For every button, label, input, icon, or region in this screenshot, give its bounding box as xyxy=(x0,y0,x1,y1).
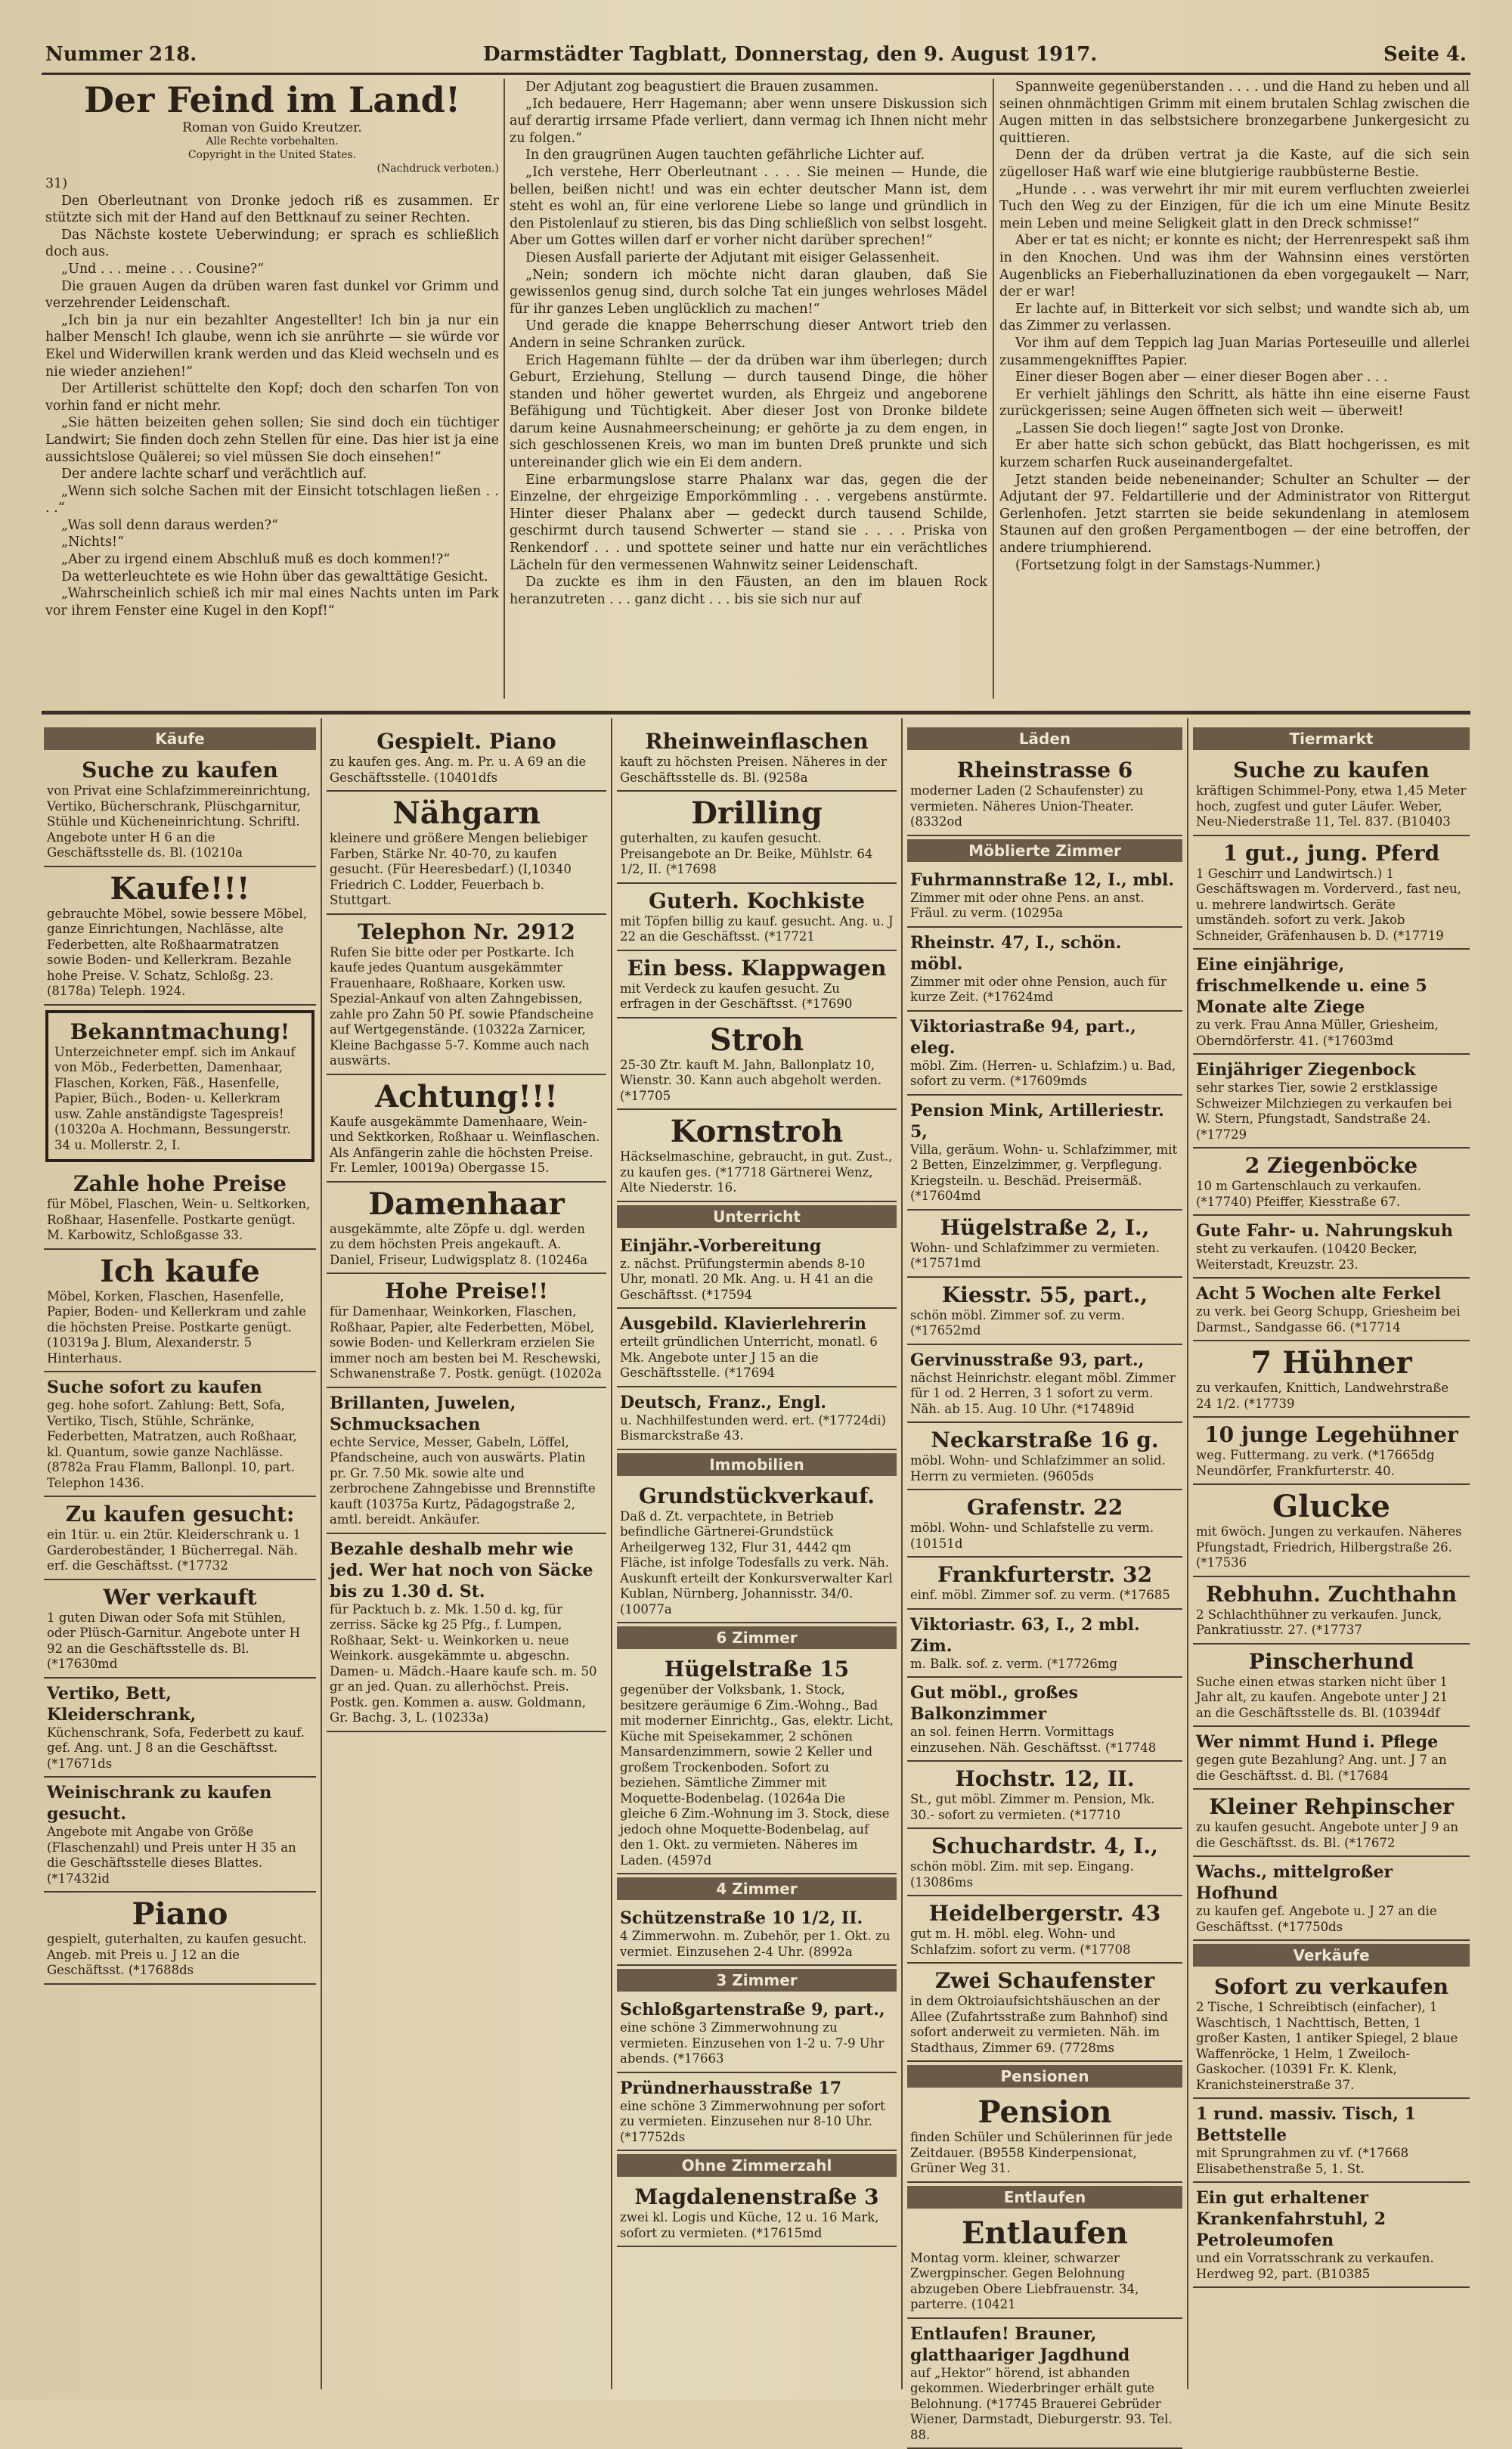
ad-text: erteilt gründlichen Unterricht, monatl. 6 Mk. Angebote unter J 15 an die Geschäftsstelle. (*17694 xyxy=(620,1335,878,1380)
classified-ad xyxy=(44,753,316,867)
ad-text: gebrauchte Möbel, sowie bessere Möbel, ganze Einrichtungen, Nachlässe, alte Federbetten, alte Roßhaarmatratzen sowie Boden- und Kellerkram. Bezahle hohe Preise. V. Schatz, Schloßg. 23. (8178a) Teleph. 1924. xyxy=(47,907,307,999)
ad-headline: Gute Fahr- u. Nahrungskuh xyxy=(1196,1220,1467,1242)
column-divider xyxy=(503,79,505,699)
novel-copyright: Copyright in the United States. xyxy=(45,148,499,162)
ad-text: schön möbl. Zim. mit sep. Eingang. (13086ms xyxy=(910,1859,1134,1889)
feuilleton-rule xyxy=(42,711,1470,715)
ad-text: ausgekämmte, alte Zöpfe u. dgl. werden zu dem höchsten Preis angekauft. A. Daniel, Friseur, Ludwigsplatz 8. (10246a xyxy=(330,1222,587,1267)
classified-ad xyxy=(327,792,606,915)
ad-text: m. Balk. sof. z. verm. (*17726mg xyxy=(910,1657,1117,1671)
novel-paragraph: Aber er tat es nicht; er konnte es nicht; der Herrenrespekt saß ihm in den Knochen. Und was ihm der Wahnsinn eines verstörten Augenblicks an Fieberhalluzinationen da eben vorgegaukelt — Narr, der er war! xyxy=(999,232,1470,300)
novel-text-1 xyxy=(45,193,499,620)
ad-text: eine schöne 3 Zimmerwohnung zu vermieten. Einzusehen von 1-2 u. 7-9 Uhr abends. (*17663 xyxy=(620,2020,884,2066)
classified-ad xyxy=(44,867,316,1006)
section-header: Läden xyxy=(907,727,1182,750)
ad-text: 1 guten Diwan oder Sofa mit Stühlen, oder Plüsch-Garnitur. Angebote unter H 92 an die Geschäftsstelle ds. Bl. (*17630md xyxy=(47,1610,300,1672)
column-divider xyxy=(611,718,612,2389)
ad-text: sehr starkes Tier, sowie 2 erstklassige Schweizer Milchziegen zu verkaufen bei W. Stern, Pfungstadt, Sandstraße 24. (*17729 xyxy=(1196,1080,1452,1142)
ad-text: u. Nachhilfestunden werd. ert. (*17724di) Bismarckstraße 43. xyxy=(620,1413,886,1443)
classified-ad xyxy=(617,1309,897,1387)
novel-paragraph: (Fortsetzung folgt in der Samstags-Nummer.) xyxy=(999,557,1470,575)
ad-headline: Kornstroh xyxy=(620,1114,894,1149)
ad-text: Angebote mit Angabe von Größe (Flaschenzahl) und Preis unter H 35 an die Geschäftsstelle dieses Blattes. (*17432id xyxy=(47,1824,296,1886)
classified-ad xyxy=(1193,1645,1470,1728)
ad-headline: Grundstückverkauf. xyxy=(620,1483,894,1509)
classified-ad xyxy=(907,1423,1182,1490)
novel-paragraph: Die grauen Augen da drüben waren fast dunkel vor Grimm und verzehrender Leidenschaft. xyxy=(45,278,499,312)
ad-headline: Einjähr.-Vorbereitung xyxy=(620,1235,894,1257)
ad-text: kauft zu höchsten Preisen. Näheres in der Geschäftsstelle ds. Bl. (9258a xyxy=(620,755,887,785)
classified-ad xyxy=(907,2091,1182,2183)
ad-headline: Pinscherhund xyxy=(1196,1649,1467,1675)
ad-text: schön möbl. Zimmer sof. zu verm. (*17652md xyxy=(910,1308,1125,1338)
ad-headline: Telephon Nr. 2912 xyxy=(330,919,603,945)
ad-headline: Drilling xyxy=(620,796,894,831)
ad-headline: Gervinusstraße 93, part., xyxy=(910,1350,1179,1371)
novel-paragraph: Der Adjutant zog beagustiert die Brauen zusammen. xyxy=(510,79,987,96)
section-header: Möblierte Zimmer xyxy=(907,839,1182,862)
ad-text: möbl. Zim. (Herren- u. Schlafzim.) u. Bad, sofort zu verm. (*17609mds xyxy=(910,1059,1176,1089)
page-number: Seite 4. xyxy=(1383,43,1467,66)
ad-headline: Piano xyxy=(47,1897,313,1932)
classified-ad xyxy=(907,1345,1182,1424)
novel-paragraph: „Hunde . . . was verwehrt ihr mir mit eurem verfluchten zweierlei Tuch den Weg zu der Einzigen, für die ich um eine Minute Besitz mein Leben und meine Seligkeit glatt in den Dreck schmisse!“ xyxy=(999,181,1470,233)
novel-paragraph: „Ich verstehe, Herr Oberleutnant . . . . Sie meinen — Hunde, die bellen, beißen nicht! und was ein echter deutscher Mann ist, dem steht es wohl an, für eine verlorene Liebe so lange und gründlich in den Pistolenlauf zu stieren, bis das Ding schließlich von selbst losgeht. Aber um Gottes willen darf er vorher nicht darüber sprechen!“ xyxy=(510,164,987,250)
novel-column-3 xyxy=(999,79,1470,706)
classified-ad xyxy=(327,1388,606,1534)
ad-headline: Nähgarn xyxy=(330,796,603,831)
ad-headline: Vertiko, Bett, Kleiderschrank, xyxy=(47,1683,313,1725)
ad-text: auf „Hektor“ hörend, ist abhanden gekommen. Wiederbringer erhält gute Belohnung. (*17745 Brauerei Gebrüder Wiener, Darmstadt, Dieburgerstr. 93. Tel. 88. xyxy=(910,2366,1173,2442)
ad-headline: Rheinstrasse 6 xyxy=(910,758,1179,783)
classified-ad xyxy=(44,1893,316,1985)
classified-ad xyxy=(617,951,897,1018)
ad-headline: Ein bess. Klappwagen xyxy=(620,956,894,981)
classified-ad xyxy=(907,928,1182,1012)
ad-headline: Neckarstraße 16 g. xyxy=(910,1428,1179,1453)
classified-ad xyxy=(44,1497,316,1580)
classified-ad xyxy=(617,792,897,884)
ad-headline: Ein gut erhaltener Krankenfahrstuhl, 2 Petroleumofen xyxy=(1196,2187,1467,2251)
ad-text: steht zu verkaufen. (10420 Becker, Weiterstadt, Kreuzstr. 23. xyxy=(1196,1242,1418,1272)
ad-headline: Pension Mink, Artilleriestr. 5, xyxy=(910,1100,1179,1142)
novel-byline: Roman von Guido Kreutzer. xyxy=(45,121,499,135)
ad-headline: Gespielt. Piano xyxy=(330,729,603,755)
ad-text: zu verkaufen, Knittich, Landwehrstraße 24 1/2. (*17739 xyxy=(1196,1381,1448,1411)
ad-text: einf. möbl. Zimmer sof. zu verm. (*17685 xyxy=(910,1588,1170,1602)
ad-text: mit 6wöch. Jungen zu verkaufen. Näheres Pfungstadt, Friedrich, Hilbergstraße 26. (*17536 xyxy=(1196,1524,1462,1570)
ad-headline: Weinischrank zu kaufen gesucht. xyxy=(47,1782,313,1824)
ad-headline: Suche zu kaufen xyxy=(1196,758,1467,783)
classified-ad xyxy=(907,865,1182,928)
ad-headline: Hügelstraße 15 xyxy=(620,1657,894,1682)
ad-text: Küchenschrank, Sofa, Federbett zu kauf. gef. Ang. unt. J 8 an die Geschäftsst. (*17671ds xyxy=(47,1725,305,1771)
classified-ad xyxy=(327,1075,606,1183)
novel-paragraph: Er verhielt jählings den Schritt, als hätte ihn eine eiserne Faust zurückgerissen; seine Augen öffneten sich weit — überweit! xyxy=(999,386,1470,420)
classified-ad xyxy=(1193,1727,1470,1790)
ad-text: 10 m Gartenschlauch zu verkaufen. (*17740) Pfeiffer, Kiesstraße 67. xyxy=(1196,1179,1421,1209)
ad-text: 25-30 Ztr. kauft M. Jahn, Ballonplatz 10, Wienstr. 30. Kann auch abgeholt werden. (*17705 xyxy=(620,1058,881,1103)
novel-paragraph: Einer dieser Bogen aber — einer dieser Bogen aber . . . xyxy=(999,369,1470,386)
classified-ad xyxy=(44,1372,316,1497)
ad-headline: Grafenstr. 22 xyxy=(910,1495,1179,1521)
ad-headline: Entlaufen! Brauner, glatthaariger Jagdhund xyxy=(910,2323,1179,2366)
ad-headline: 1 rund. massiv. Tisch, 1 Bettstelle xyxy=(1196,2103,1467,2146)
novel-paragraph: Das Nächste kostete Ueberwindung; er sprach es schließlich doch aus. xyxy=(45,227,499,261)
ad-text: Wohn- und Schlafzimmer zu vermieten. (*17571md xyxy=(910,1241,1160,1271)
classified-ad xyxy=(1193,2099,1470,2183)
ad-headline: Guterh. Kochkiste xyxy=(620,888,894,914)
novel-chapter: 31) xyxy=(45,175,499,193)
ad-headline: Wer nimmt Hund i. Pflege xyxy=(1196,1731,1467,1753)
ad-text: gegen gute Bezahlung? Ang. unt. J 7 an die Geschäftsst. d. Bl. (*17684 xyxy=(1196,1753,1447,1783)
classified-ad xyxy=(327,1274,606,1388)
section-header: Tiermarkt xyxy=(1193,727,1470,750)
ad-headline: Rebhuhn. Zuchthahn xyxy=(1196,1582,1467,1607)
novel-paragraph: „Ich bedauere, Herr Hagemann; aber wenn unsere Diskussion sich auf derartig irrsame Pfade verliert, dann vermag ich Ihnen nicht mehr zu folgen.“ xyxy=(510,96,987,147)
ad-headline: Schuchardstr. 4, I., xyxy=(910,1834,1179,1859)
classified-ad xyxy=(617,1903,897,1966)
ad-text: zwei kl. Logis und Küche, 12 u. 16 Mark, sofort zu vermieten. (*17615md xyxy=(620,2210,879,2240)
classified-ad xyxy=(1193,950,1470,1055)
ad-headline: Rheinweinflaschen xyxy=(620,729,894,755)
classified-ad xyxy=(617,1231,897,1310)
section-header: Immobilien xyxy=(617,1453,897,1476)
column-divider xyxy=(993,79,994,699)
classified-ad xyxy=(907,1678,1182,1762)
ad-headline: Glucke xyxy=(1196,1490,1467,1524)
ad-text: Unterzeichneter empf. sich im Ankauf von Möb., Federbetten, Damenhaar, Flaschen, Korken, Fäß., Hasenfelle, Papier, Büch., Boden- u. Kellerkram usw. Zahle anständigste Tagespreis! (10320a A. Hochmann, Bessungerstr. 34 u. Mollerstr. 2, I. xyxy=(54,1045,295,1152)
ad-text: und ein Vorratsschrank zu verkaufen. Herdweg 92, part. (B10385 xyxy=(1196,2251,1434,2281)
ad-text: moderner Laden (2 Schaufenster) zu vermieten. Näheres Union-Theater. (8332od xyxy=(910,783,1143,829)
section-header: 6 Zimmer xyxy=(617,1626,897,1649)
ad-headline: Magdalenenstraße 3 xyxy=(620,2184,894,2210)
classified-ad xyxy=(617,1995,897,2073)
page-header xyxy=(45,39,1467,70)
classified-ad xyxy=(907,1278,1182,1345)
classified-ad xyxy=(1193,1055,1470,1149)
classified-ad xyxy=(907,2319,1182,2449)
classified-ad xyxy=(907,753,1182,836)
classified-ad xyxy=(907,1964,1182,2062)
classified-ad xyxy=(907,1211,1182,1278)
ad-text: Möbel, Korken, Flaschen, Hasenfelle, Papier, Boden- und Kellerkram und zahle die höchsten Preise. Postkarte genügt. (10319a J. Blum, Alexanderstr. 5 Hinterhaus. xyxy=(47,1289,306,1366)
novel-paragraph: Denn der da drüben vertrat ja die Kaste, auf die sich sein zügelloser Haß warf wie eine blutgierige raubbüsterne Bestie. xyxy=(999,147,1470,181)
classified-ad xyxy=(907,1829,1182,1896)
classified-ad xyxy=(327,724,606,792)
ad-text: Häckselmaschine, gebraucht, in gut. Zust., zu kaufen ges. (*17718 Gärtnerei Wenz, Alte Niederstr. 16. xyxy=(620,1149,892,1195)
ad-text: für Packtuch b. z. Mk. 1.50 d. kg, für zerriss. Säcke kg 25 Pfg., f. Lumpen, Roßhaar, Sekt- u. Weinkorken u. neue Weinkork. ausgekämmte u. abgeschn. Damen- u. Mädch.-Haare kaufe sch. m. 50 gr an jed. Quan. zu allerhöchst. Preis. Postk. gen. Kommen a. ausw. Goldmann, Gr. Bachg. 3, L. (10233a) xyxy=(330,1602,597,1725)
section-header: 3 Zimmer xyxy=(617,1969,897,1992)
ad-text: Suche einen etwas starken nicht über 1 Jahr alt, zu kaufen. Angebote unter J 21 an die Geschäftsstelle ds. Bl. (10394df xyxy=(1196,1675,1448,1720)
ad-text: St., gut möbl. Zimmer m. Pension, Mk. 30.- sofort zu vermieten. (*17710 xyxy=(910,1792,1154,1822)
classified-ad xyxy=(617,1652,897,1874)
classified-ad xyxy=(907,1762,1182,1829)
section-header: Unterricht xyxy=(617,1205,897,1228)
classified-ad xyxy=(617,1110,897,1202)
ad-text: möbl. Wohn- und Schlafzimmer an solid. Herrn zu vermieten. (9605ds xyxy=(910,1453,1166,1483)
ad-text: ein 1tür. u. ein 2tür. Kleiderschrank u. 1 Garderobeständer, 1 Bücherregal. Näh. erf. die Geschäftsst. (*17732 xyxy=(47,1527,301,1573)
ad-text: zu verk. bei Georg Schupp, Griesheim bei Darmst., Sandgasse 66. (*17714 xyxy=(1196,1304,1461,1335)
ad-headline: Suche sofort zu kaufen xyxy=(47,1377,313,1398)
ad-headline: Pründnerhausstraße 17 xyxy=(620,2078,894,2099)
section-header: Ohne Zimmerzahl xyxy=(617,2154,897,2177)
novel-paragraph: „Ich bin ja nur ein bezahlter Angestellter! Ich bin ja nur ein halber Mensch! Ich glaube, wenn ich sie anrührte — sie würde vor Ekel und Widerwillen krank werden und das Kleid wechseln und es nie wieder anziehen!“ xyxy=(45,312,499,380)
ad-text: zu kaufen gef. Angebote u. J 27 an die Geschäftsst. (*17750ds xyxy=(1196,1904,1437,1934)
classified-ad xyxy=(617,1387,897,1450)
section-header: Pensionen xyxy=(907,2065,1182,2088)
ad-headline: Rheinstr. 47, I., schön. möbl. xyxy=(910,932,1179,975)
ad-headline: Wachs., mittelgroßer Hofhund xyxy=(1196,1862,1467,1904)
ad-text: Villa, geräum. Wohn- u. Schlafzimmer, mit 2 Betten, Einzelzimmer, g. Verpflegung. Kriegsteiln. u. Beschäd. Preisermäß. (*17604md xyxy=(910,1142,1177,1204)
ad-text: geg. hohe sofort. Zahlung: Bett, Sofa, Vertiko, Tisch, Stühle, Schränke, Federbetten, Matratzen, auch Roßhaar, kl. Quantum, sowie ganze Nachlässe. (8782a Frau Flamm, Ballonpl. 10, part. Telephon 1436. xyxy=(47,1398,297,1490)
ad-headline: Kaufe!!! xyxy=(47,872,313,907)
novel-paragraph: Er lachte auf, in Bitterkeit vor sich selbst; und wandte sich ab, um das Zimmer zu verlassen. xyxy=(999,301,1470,335)
ad-headline: Heidelbergerstr. 43 xyxy=(910,1901,1179,1927)
novel-paragraph: „Was soll denn daraus werden?“ xyxy=(45,517,499,535)
classified-ad xyxy=(1193,1279,1470,1341)
novel-rights: Alle Rechte vorbehalten. xyxy=(45,135,499,148)
classified-ad xyxy=(44,1679,316,1778)
ad-headline: Ausgebild. Klavierlehrerin xyxy=(620,1313,894,1335)
novel-paragraph: „Sie hätten beizeiten gehen sollen; Sie sind doch ein tüchtiger Landwirt; Sie finden doch zehn Stellen für eine. Das hier ist ja eine aussichtslose Quälerei; so viel müssen Sie doch einsehen!“ xyxy=(45,414,499,466)
ad-headline: Hügelstraße 2, I., xyxy=(910,1215,1179,1241)
classified-ad xyxy=(617,884,897,951)
ad-headline: Kleiner Rehpinscher xyxy=(1196,1794,1467,1820)
classified-ad xyxy=(617,1018,897,1111)
classified-ad xyxy=(617,2073,897,2152)
ad-text: für Damenhaar, Weinkorken, Flaschen, Roßhaar, Papier, alte Federbetten, Möbel, sowie Boden- und Kellerkram erzielen Sie immer noch am besten bei M. Reschewski, Schwanenstraße 7. Postk. genügt. (10202a xyxy=(330,1304,602,1381)
classified-ad xyxy=(617,1479,897,1624)
ad-headline: Sofort zu verkaufen xyxy=(1196,1974,1467,2000)
ad-text: Rufen Sie bitte oder per Postkarte. Ich kaufe jedes Quantum ausgekämmter Frauenhaare, Roßhaare, Korken usw. Spezial-Ankauf von alten Zahngebissen, zahle pro Zahn 50 Pf. sowie Pfandscheine auf Wertgegenstände. (10322a Zarnicer, Kleine Bachgasse 5-7. Komme auch nach auswärts. xyxy=(330,945,593,1068)
classified-ad xyxy=(1193,1418,1470,1485)
ad-headline: 7 Hühner xyxy=(1196,1346,1467,1381)
classified-ad xyxy=(1193,1577,1470,1645)
ad-text: möbl. Wohn- und Schlafstelle zu verm. (10151d xyxy=(910,1521,1154,1551)
novel-paragraph: Vor ihm auf dem Teppich lag Juan Marias Porteseuille und allerlei zusammengeknifftes Papier. xyxy=(999,335,1470,369)
column-divider xyxy=(321,718,322,2389)
ad-headline: Suche zu kaufen xyxy=(47,758,313,783)
classified-ad xyxy=(1193,1857,1470,1941)
classified-ad xyxy=(617,2180,897,2247)
classified-ad xyxy=(1193,1790,1470,1857)
ad-headline: Achtung!!! xyxy=(330,1080,603,1114)
ad-headline: Kiesstr. 55, part., xyxy=(910,1282,1179,1308)
ad-headline: Frankfurterstr. 32 xyxy=(910,1562,1179,1588)
ad-headline: Brillanten, Juwelen, Schmucksachen xyxy=(330,1393,603,1435)
novel-paragraph: Er aber hatte sich schon gebückt, das Blatt hochgerissen, es mit kurzem scharfen Ruck auseinandergefaltet. xyxy=(999,437,1470,471)
novel-column-2 xyxy=(510,79,987,706)
ad-text: kleinere und größere Mengen beliebiger Farben, Stärke Nr. 40-70, zu kaufen gesucht. (Für Heeresbedarf.) (I,10340 Friedrich C. Lodder, Feuerbach b. Stuttgart. xyxy=(330,831,587,907)
classified-ad xyxy=(1193,1485,1470,1577)
ad-headline: 2 Ziegenböcke xyxy=(1196,1153,1467,1179)
classified-ad xyxy=(907,1096,1182,1211)
ad-text: von Privat eine Schlafzimmereinrichtung, Vertiko, Bücherschrank, Plüschgarnitur, Stühle und Kücheneinrichtung. Schriftl. Angebote unter H 6 an die Geschäftsstelle ds. Bl. (10210a xyxy=(47,783,311,860)
classified-ad xyxy=(907,1896,1182,1964)
ad-text: 4 Zimmerwohn. m. Zubehör, per 1. Okt. zu vermiet. Einzusehen 2-4 Uhr. (8992a xyxy=(620,1929,890,1959)
ad-headline: Fuhrmannstraße 12, I., mbl. xyxy=(910,870,1179,891)
ad-text: 2 Tische, 1 Schreibtisch (einfacher), 1 Waschtisch, 1 Nachttisch, Betten, 1 großer Kasten, 1 antiker Spiegel, 2 blaue Waffenröcke, 1 Helm, 1 Zweiloch-Gaskocher. (10391 Fr. K. Klenk, Kranichsteinerstraße 37. xyxy=(1196,2000,1458,2092)
ad-headline: Viktoriastraße 94, part., eleg. xyxy=(910,1016,1179,1059)
classified-ad xyxy=(44,1580,316,1679)
ad-headline: Hochstr. 12, II. xyxy=(910,1766,1179,1792)
masthead-line: Darmstädter Tagblatt, Donnerstag, den 9. August 1917. xyxy=(483,43,1097,66)
ad-text: Kaufe ausgekämmte Damenhaare, Wein- und Sektkorken, Roßhaar u. Weinflaschen. Als Anfängerin zahle die höchsten Preise. Fr. Lemler, 10019a) Obergasse 15. xyxy=(330,1114,600,1176)
ad-text: eine schöne 3 Zimmerwohnung per sofort zu vermieten. Einzusehen nur 8-10 Uhr. (*17752ds xyxy=(620,2099,885,2144)
section-header: Entlaufen xyxy=(907,2186,1182,2209)
novel-paragraph: Und gerade die knappe Beherrschung dieser Antwort trieb den Andern in seine Schranken zurück. xyxy=(510,318,987,352)
ad-headline: 10 junge Legehühner xyxy=(1196,1422,1467,1448)
novel-title: Der Feind im Land! xyxy=(45,79,499,121)
ad-text: gegenüber der Volksbank, 1. Stock, besitzere geräumige 6 Zim.-Wohng., Bad mit moderner Einrichtg., Gas, elektr. Licht, Küche mit Speisekammer, 2 schönen Mansardenzimmern, sowie 2 Keller und großem Trockenboden. Sofort zu beziehen. Sämtliche Zimmer mit Moquette-Bodenbelag. (10264a Die gleiche 6 Zim.-Wohnung im 3. Stock, diese jedoch ohne Moquette-Bodenbelag, auf den 1. Okt. zu vermieten. Näheres im Laden. (4597d xyxy=(620,1682,894,1868)
classified-ad xyxy=(907,1012,1182,1096)
ad-text: kräftigen Schimmel-Pony, etwa 1,45 Meter hoch, zugfest und guter Läufer. Weber, Neu-Niederstraße 11, Tel. 837. (B10403 xyxy=(1196,783,1466,829)
section-header: Käufe xyxy=(44,727,316,750)
novel-paragraph: „Und . . . meine . . . Cousine?“ xyxy=(45,261,499,278)
ad-headline: Wer verkauft xyxy=(47,1585,313,1610)
ad-headline: Bezahle deshalb mehr wie jed. Wer hat noch von Säcke bis zu 1.30 d. St. xyxy=(330,1539,603,1602)
classified-ad xyxy=(907,1610,1182,1679)
section-header: 4 Zimmer xyxy=(617,1877,897,1900)
novel-paragraph: „Wahrscheinlich schieß ich mir mal eines Nachts unten im Park vor ihrem Fenster eine Kugel in den Kopf!“ xyxy=(45,585,499,619)
classified-ad xyxy=(1193,753,1470,836)
novel-paragraph: Spannweite gegenüberstanden . . . . und die Hand zu heben und all seinen ohnmächtigen Grimm mit einem brutalen Schlag zwischen die Augen mitten in das selbstsichere bronzegarbene Junkergesicht zu quittieren. xyxy=(999,79,1470,147)
ad-text: an sol. feinen Herrn. Vormittags einzusehen. Näh. Geschäftsst. (*17748 xyxy=(910,1725,1156,1755)
ad-text: zu verk. Frau Anna Müller, Griesheim, Oberndörferstr. 41. (*17603md xyxy=(1196,1018,1439,1048)
ad-headline: Entlaufen xyxy=(910,2216,1179,2251)
ad-text: weg. Futtermang. zu verk. (*17665dg Neundörfer, Frankfurterstr. 40. xyxy=(1196,1448,1434,1478)
ad-headline: Hohe Preise!! xyxy=(330,1279,603,1304)
ad-text: echte Service, Messer, Gabeln, Löffel, Pfandscheine, auch von auswärts. Platin pr. Gr. 7.50 Mk. sowie alte und zerbrochene Zahngebisse und Brennstifte kauft (10375a Kurtz, Pädagogstraße 2, amtl. bereidt. Ankäufer. xyxy=(330,1435,596,1527)
ads-column-2 xyxy=(327,724,606,2388)
ads-column-4 xyxy=(907,724,1182,2388)
ad-headline: Deutsch, Franz., Engl. xyxy=(620,1392,894,1413)
classified-ad xyxy=(617,724,897,792)
novel-paragraph: „Nichts!“ xyxy=(45,534,499,551)
classified-ad xyxy=(1193,2183,1470,2288)
ad-headline: Pension xyxy=(910,2095,1179,2130)
ad-headline: Zu kaufen gesucht: xyxy=(47,1502,313,1527)
ad-text: finden Schüler und Schülerinnen für jede Zeitdauer. (B9558 Kinderpensionat, Grüner Weg 31. xyxy=(910,2130,1173,2175)
classified-ad xyxy=(907,2212,1182,2319)
ad-headline: Acht 5 Wochen alte Ferkel xyxy=(1196,1283,1467,1304)
ad-headline: Schloßgartenstraße 9, part., xyxy=(620,1999,894,2020)
classified-ad xyxy=(1193,1970,1470,2099)
ad-headline: Eine einjährige, frischmelkende u. eine 5 Monate alte Ziege xyxy=(1196,954,1467,1018)
ad-headline: Viktoriastr. 63, I., 2 mbl. Zim. xyxy=(910,1614,1179,1657)
classified-ad xyxy=(44,1250,316,1373)
ad-text: mit Töpfen billig zu kauf. gesucht. Ang. u. J 22 an die Geschäftsst. (*17721 xyxy=(620,914,894,944)
ad-text: guterhalten, zu kaufen gesucht. Preisangebote an Dr. Beike, Mühlstr. 64 1/2, II. (*17698 xyxy=(620,831,872,876)
ad-text: für Möbel, Flaschen, Wein- u. Seltkorken, Roßhaar, Hasenfelle. Postkarte genügt. M. Karbowitz, Schloßgasse 33. xyxy=(47,1197,310,1242)
ad-headline: Schützenstraße 10 1/2, II. xyxy=(620,1908,894,1929)
novel-paragraph: Der Artillerist schüttelte den Kopf; doch den scharfen Ton von vorhin fand er nicht mehr. xyxy=(45,380,499,414)
ad-text: Daß d. Zt. verpachtete, in Betrieb befindliche Gärtnerei-Grundstück Arheilgerweg 132, Flur 31, 4442 qm Fläche, ist infolge Todesfalls zu verk. Näh. Auskunft erteilt der Konkursverwalter Karl Kublan, Nürnberg, Johannisstr. 34/0. (10077a xyxy=(620,1509,893,1617)
ad-text: Zimmer mit oder ohne Pension, auch für kurze Zeit. (*17624md xyxy=(910,975,1167,1005)
ad-headline: Bekanntmachung! xyxy=(54,1019,305,1045)
ad-text: z. nächst. Prüfungstermin abends 8-10 Uhr, monatl. 20 Mk. Ang. u. H 41 an die Geschäftsst. (*17594 xyxy=(620,1257,873,1302)
novel-paragraph: „Wenn sich solche Sachen mit der Einsicht totschlagen ließen . . . .“ xyxy=(45,483,499,517)
novel-reprint: (Nachdruck verboten.) xyxy=(45,162,499,175)
ad-text: 2 Schlachthühner zu verkaufen. Junck, Pankratiusstr. 27. (*17737 xyxy=(1196,1607,1442,1638)
ad-headline: Einjähriger Ziegenbock xyxy=(1196,1059,1467,1080)
classified-ad xyxy=(44,1778,316,1893)
ad-text: mit Verdeck zu kaufen gesucht. Zu erfragen in der Geschäftsst. (*17690 xyxy=(620,981,852,1012)
classified-ad xyxy=(1193,1149,1470,1216)
novel-paragraph: Der andere lachte scharf und verächtlich auf. xyxy=(45,466,499,483)
ad-headline: Ich kaufe xyxy=(47,1254,313,1289)
novel-paragraph: „Aber zu irgend einem Abschluß muß es doch kommen!?“ xyxy=(45,551,499,569)
ad-text: in dem Oktroiaufsichtshäuschen an der Allee (Zufahrtsstraße zum Bahnhof) sind sofort anderweit zu vermieten. Näh. im Stadthaus, Zimmer 69. (7728ms xyxy=(910,1994,1168,2055)
ad-text: zu kaufen gesucht. Angebote unter J 9 an die Geschäftsst. ds. Bl. (*17672 xyxy=(1196,1820,1458,1850)
novel-paragraph: Diesen Ausfall parierte der Adjutant mit eisiger Gelassenheit. xyxy=(510,250,987,267)
ad-headline: Damenhaar xyxy=(330,1187,603,1222)
column-divider xyxy=(1187,718,1188,2389)
novel-paragraph: Da zuckte es ihm in den Fäusten, an den im blauen Rock heranzutreten . . . ganz dicht . . . bis sie sich nur auf xyxy=(510,574,987,608)
novel-paragraph: Erich Hagemann fühlte — der da drüben war ihm überlegen; durch Geburt, Erziehung, Stellung — durch tausend Dinge, die höher standen und höher gewertet wurden, als Ehrgeiz und angeborene Befähigung und Tüchtigkeit. Aber dieser Jost von Dronke bildete darum keine Ausnahmeerscheinung; er gehörte ja zu dem engen, in sich geschlossenen Kreis, wo man im bunten Dreß prunkte und sich untereinander glich wie ein Ei dem andern. xyxy=(510,352,987,472)
classified-ad xyxy=(1193,1341,1470,1418)
ad-text: zu kaufen ges. Ang. m. Pr. u. A 69 an die Geschäftsstelle. (10401dfs xyxy=(330,755,586,785)
novel-paragraph: „Lassen Sie doch liegen!“ sagte Jost von Dronke. xyxy=(999,420,1470,438)
classified-ad xyxy=(45,1010,314,1163)
ad-text: Montag vorm. kleiner, schwarzer Zwergpinscher. Gegen Belohnung abzugeben Obere Liebfrauenstr. 34, parterre. (10421 xyxy=(910,2251,1139,2312)
ads-column-tiermarkt xyxy=(1193,724,1470,2388)
ad-text: gespielt, guterhalten, zu kaufen gesucht. Angeb. mit Preis u. J 12 an die Geschäftsst. (*17688ds xyxy=(47,1932,306,1977)
ad-text: 1 Geschirr und Landwirtsch.) 1 Geschäftswagen m. Vorderverd., fast neu, u. mehrere landwirtsch. Geräte umständeh. sofort zu verk. Jakob Schneider, Gräfenhausen b. D. (*17719 xyxy=(1196,866,1461,943)
ads-column-3 xyxy=(617,724,897,2388)
novel-paragraph: Den Oberleutnant von Dronke jedoch riß es zusammen. Er stützte sich mit der Hand auf den Bettknauf zu seiner Rechten. xyxy=(45,193,499,227)
classified-ad xyxy=(44,1167,316,1250)
issue-number: Nummer 218. xyxy=(45,43,197,66)
classified-ad xyxy=(907,1490,1182,1558)
ad-headline: Zahle hohe Preise xyxy=(47,1171,313,1197)
ad-headline: Stroh xyxy=(620,1023,894,1058)
novel-paragraph: Jetzt standen beide nebeneinander; Schulter an Schulter — der Adjutant der 97. Feldartillerie und der Administrator von Rittergut Gerlenhofen. Jetzt starrten sie beide sekundenlang in atemlosem Staunen auf den großen Pergamentbogen — der eine betroffen, der andere triumphierend. xyxy=(999,472,1470,557)
novel-column-1 xyxy=(45,79,499,706)
section-header: Verkäufe xyxy=(1193,1944,1470,1967)
ad-headline: Zwei Schaufenster xyxy=(910,1968,1179,1994)
novel-paragraph: Eine erbarmungslose starre Phalanx war das, gegen die der Einzelne, der ehrgeizige Emporkömmling . . . vergebens anstürmte. Hinter dieser Phalanx aber — gedeckt durch tausend Schilde, geschirmt durch tausend Schwerter — stand sie . . . . Priska von Renkendorf . . . und spottete seiner und hatte nur ein verächtliches Lächeln für den vermessenen Wahnwitz seiner Leidenschaft. xyxy=(510,472,987,575)
novel-paragraph: Da wetterleuchtete es wie Hohn über das gewalttätige Gesicht. xyxy=(45,569,499,586)
ad-text: nächst Heinrichstr. elegant möbl. Zimmer für 1 od. 2 Herren, 3 1 sofort zu verm. Näh. ab 15. Aug. 10 Uhr. (*17489id xyxy=(910,1371,1176,1416)
header-rule xyxy=(42,73,1470,75)
classified-ad xyxy=(907,1558,1182,1610)
novel-paragraph: „Nein; sondern ich möchte nicht daran glauben, daß Sie gewissenlos genug sind, durch solche Tat ein junges wehrloses Mädel für ihr ganzes Leben unglücklich zu machen!“ xyxy=(510,267,987,318)
ad-text: mit Sprungrahmen zu vf. (*17668 Elisabethenstraße 5, 1. St. xyxy=(1196,2146,1408,2176)
classified-ad xyxy=(327,1183,606,1275)
ad-text: gut m. H. möbl. eleg. Wohn- und Schlafzim. sofort zu verm. (*17708 xyxy=(910,1927,1131,1957)
ad-text: Zimmer mit oder ohne Pens. an anst. Fräul. zu verm. (10295a xyxy=(910,891,1145,921)
classified-ad xyxy=(327,915,606,1075)
ad-headline: Gut möbl., großes Balkonzimmer xyxy=(910,1682,1179,1725)
classified-ad xyxy=(327,1534,606,1732)
classified-ad xyxy=(1193,1216,1470,1279)
column-divider xyxy=(901,718,903,2389)
ads-column-kaeufe xyxy=(44,724,316,2388)
ad-headline: 1 gut., jung. Pferd xyxy=(1196,841,1467,866)
classified-ad xyxy=(1193,836,1470,950)
novel-paragraph: In den graugrünen Augen tauchten gefährliche Lichter auf. xyxy=(510,147,987,164)
